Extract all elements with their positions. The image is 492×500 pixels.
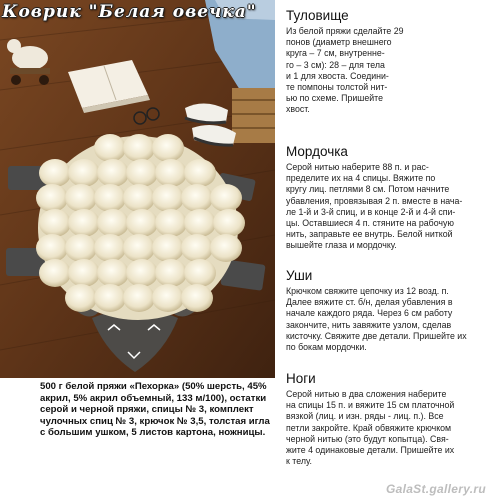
pompom [181,184,213,212]
pompom [94,184,126,212]
pompom [155,209,187,237]
pompom [39,159,71,187]
pompom [97,209,129,237]
pompom [152,184,184,212]
pompom [152,134,184,162]
pompom [126,259,158,287]
pompom [36,184,68,212]
page-title: Коврик "Белая овечка" [2,2,257,22]
pompom [210,234,242,262]
pompom [36,234,68,262]
materials-caption: 500 г белой пряжи «Пехорка» (50% шерсть, 45% акрил, 5% акрил объемный, 133 м/100), остатки серой и черной пряжи, спицы № 3, комплект чулочных спиц № 3, крючок № 3,5, толстая игла с большим ушком, 5 листов картона, ножницы. [40,381,270,439]
pompom [39,259,71,287]
section-ears [286,268,486,353]
section-text-ears: Крючком свяжите цепочку из 12 возд. п. Далее вяжите ст. б/н, делая убавления в начале каждого ряда. Через 6 см работу закончите, нить завяжите узлом, сделав кисточку. Свяжите две детали. Пришейте их по бокам мордочки. [286,286,467,353]
section-heading-muzzle: Мордочка [286,144,348,159]
pompom [65,284,97,312]
pompom [184,209,216,237]
pompom [68,209,100,237]
rug-photo-illustration [0,0,275,378]
pompom [94,284,126,312]
pompom [155,159,187,187]
pompom [184,259,216,287]
pompom [94,234,126,262]
pompom [152,234,184,262]
watermark: GalaSt.gallery.ru [385,482,486,496]
section-heading-legs: Ноги [286,371,316,386]
section-legs [286,371,486,467]
pompom [123,234,155,262]
pompom [213,209,245,237]
pompom [123,284,155,312]
pompom [184,159,216,187]
section-text-body: Из белой пряжи сделайте 29 понов (диаметр внешнего круга – 7 см, внутренне- го – 3 см): 28 – для тела и 1 для хвоста. Соедини- те помпоны толстой нит- ью по схеме. Пришейте хвост. [286,26,404,115]
pompom [97,259,129,287]
pompom [97,159,129,187]
pompom [68,159,100,187]
pompom [126,159,158,187]
pompom [152,284,184,312]
pompom [39,209,71,237]
pompom [126,209,158,237]
section-heading-body: Туловище [286,8,349,23]
section-body [286,8,486,116]
pompom [123,184,155,212]
section-muzzle [286,144,486,252]
pompom [181,234,213,262]
section-text-legs: Серой нитью в два сложения наберите на спицы 15 п. и вяжите 15 см платочной вязкой (лиц. и изн. ряды - лиц. п.). Все петли закройте. Край обвяжите крючком черной нитью (это будут копытца). Свя- жите 4 одинаковые детали. Пришейте их к телу. [286,389,455,467]
pompom [94,134,126,162]
section-text-muzzle: Серой нитью наберите 88 п. и рас- пределите их на 4 спицы. Вяжите по кругу лиц. петлями 8 см. Потом начните убавления, провязывая 2 п. вместе в нача- ле 1-й и 3-й спиц, и в конце 2-й и 4-й спи- цы. Оставшиеся 4 п. стяните на рабочую нить, заправьте ее внутрь. Белой ниткой вышейте глаза и мордочку. [286,162,463,251]
pompom [155,259,187,287]
section-heading-ears: Уши [286,268,313,283]
pompom [65,184,97,212]
rug-photo [0,0,275,378]
pompom [68,259,100,287]
pompom [181,284,213,312]
pompom [65,234,97,262]
pompom [123,134,155,162]
pompom [210,184,242,212]
